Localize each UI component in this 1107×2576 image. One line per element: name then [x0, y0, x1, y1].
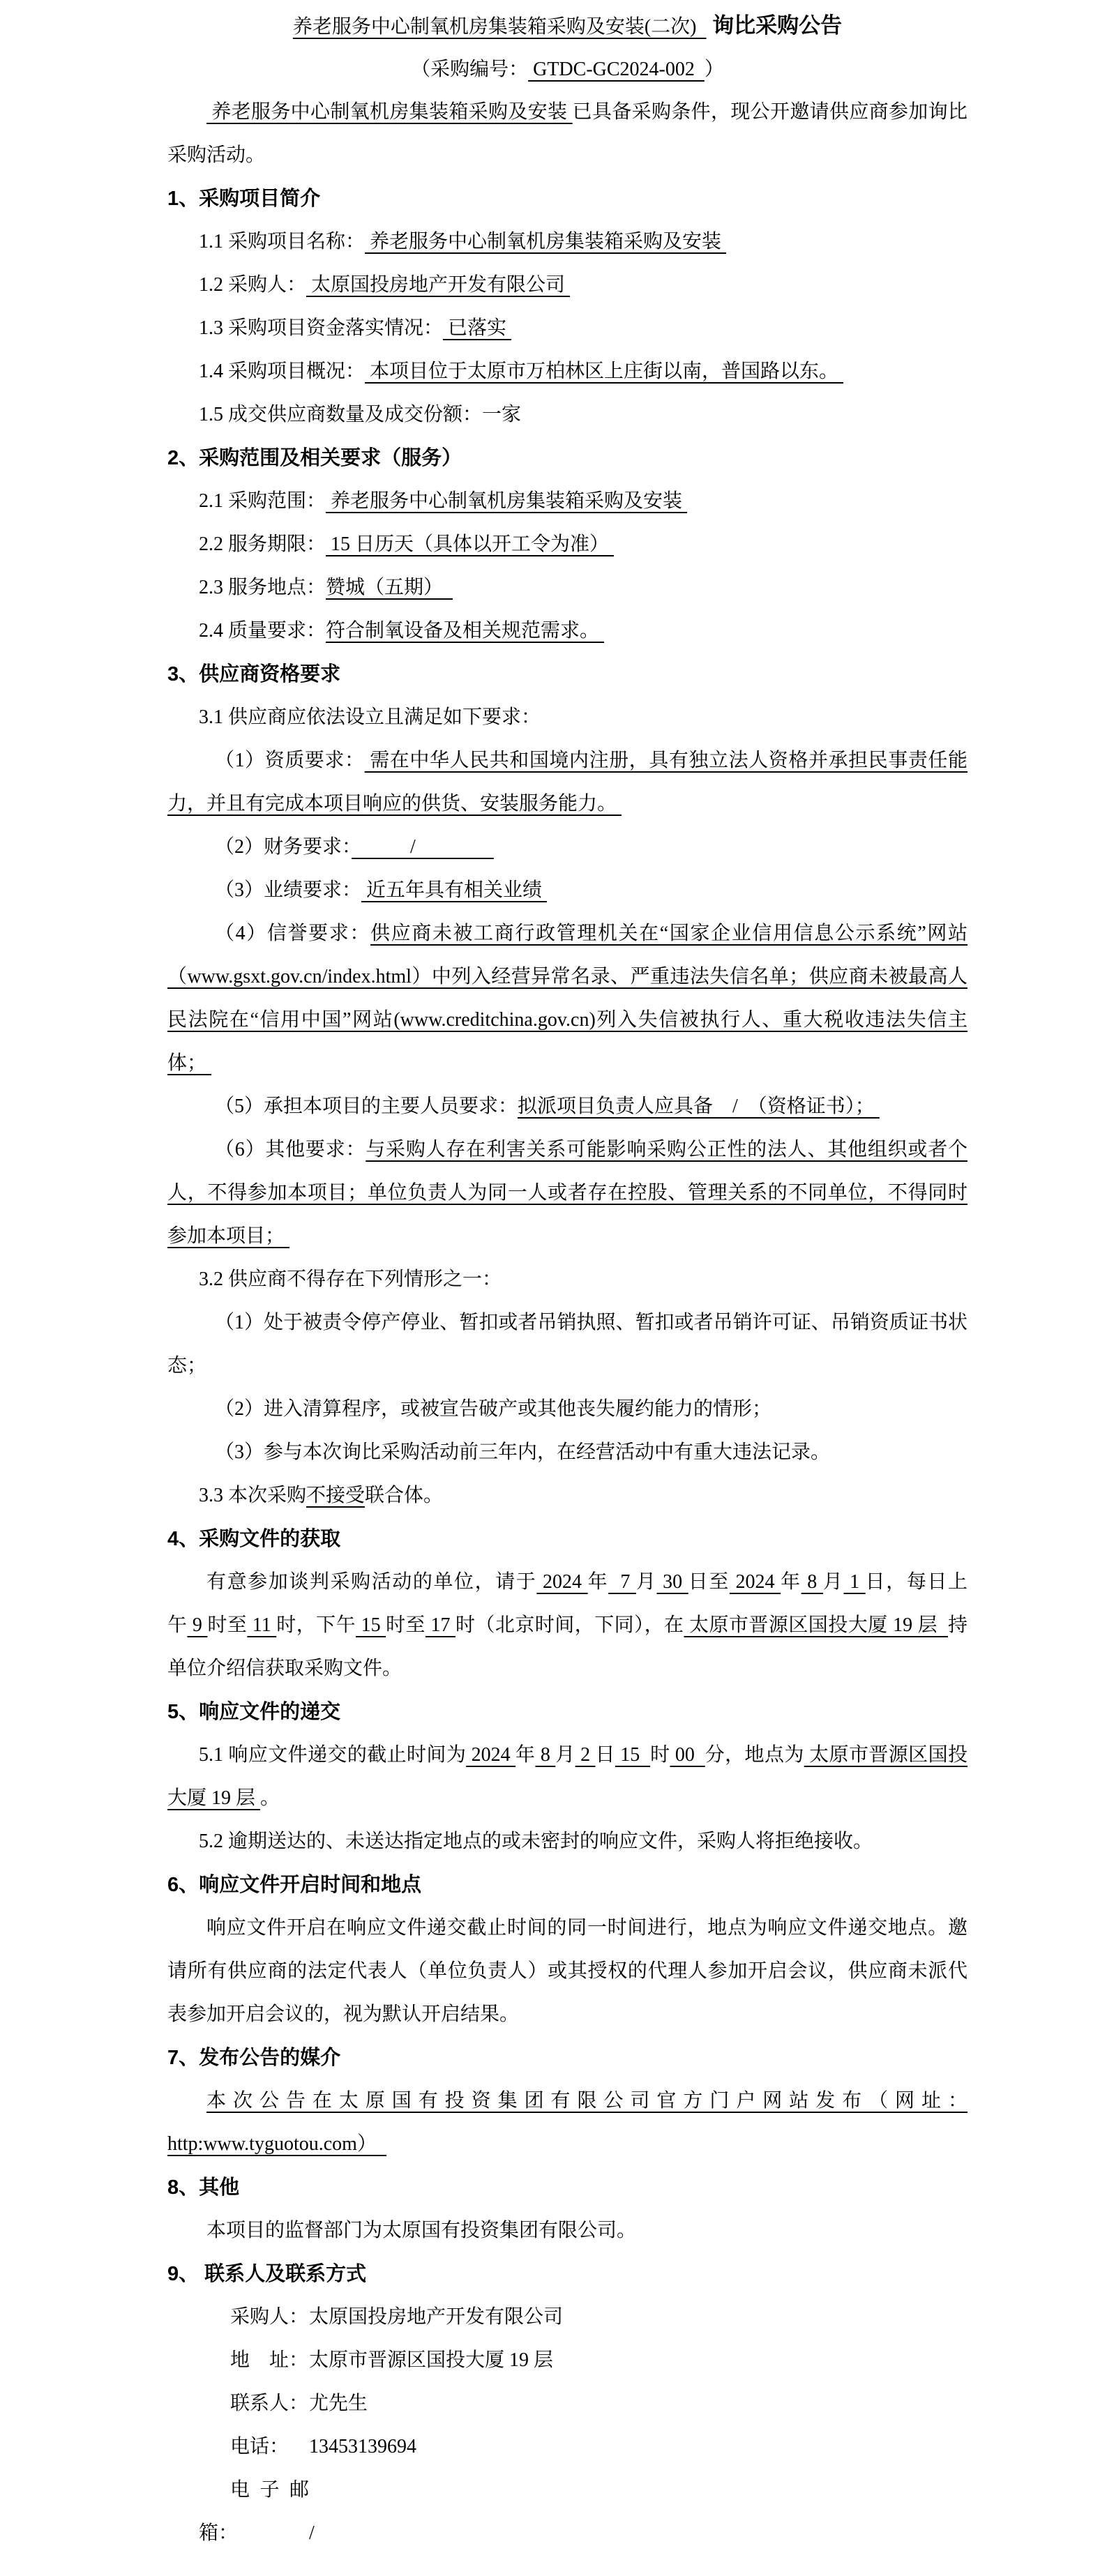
contact-value: 太原国投房地产开发有限公司 — [309, 2306, 564, 2328]
text-run: 已具备采购条件，现公开邀请供应商参加询比采购活动。 — [167, 101, 967, 166]
text-run: 有意参加谈判采购活动的单位，请于 — [206, 1571, 537, 1593]
text-run: （6）其他要求： — [215, 1139, 366, 1160]
document-title — [167, 7, 967, 46]
text-run: 2、采购范围及相关要求（服务） — [167, 447, 462, 469]
underlined-text: 8 — [801, 1571, 823, 1593]
contact-row — [167, 2296, 967, 2339]
contact-value: 尤先生 — [309, 2393, 368, 2414]
underlined-text: 太原国投房地产开发有限公司 — [306, 274, 571, 296]
section-heading — [167, 437, 967, 480]
list-item — [167, 566, 967, 609]
list-item — [167, 1734, 967, 1820]
text-run: （3）业绩要求： — [215, 879, 362, 901]
text-run: 4、采购文件的获取 — [167, 1528, 341, 1550]
paragraph — [167, 2209, 967, 2252]
text-run: 1.3 采购项目资金落实情况： — [199, 317, 444, 339]
underlined-text: 7 — [608, 1571, 636, 1593]
text-run: 时 — [650, 1744, 670, 1766]
underlined-text: 1 — [843, 1571, 866, 1593]
text-run: （2）财务要求： — [215, 836, 352, 858]
text-run: 。 — [260, 1787, 280, 1809]
underlined-text: / — [352, 836, 494, 858]
section-heading — [167, 653, 967, 696]
section-heading — [167, 2036, 967, 2079]
text-run: （3）参与本次询比采购活动前三年内，在经营活动中有重大违法记录。 — [215, 1441, 831, 1463]
text-run: 3、供应商资格要求 — [167, 663, 341, 685]
sub-list-item — [167, 1085, 967, 1128]
underlined-text: 赞城（五期） — [326, 577, 453, 598]
underlined-text: 已落实 — [443, 317, 512, 339]
list-item — [167, 220, 967, 264]
sub-list-item — [167, 1301, 967, 1388]
text-run: 日 — [595, 1744, 615, 1766]
text-run: 月 — [635, 1571, 657, 1593]
underlined-text: 不接受 — [306, 1485, 366, 1506]
underlined-text: 00 — [670, 1744, 705, 1766]
contact-value: / — [309, 2522, 315, 2544]
paragraph — [167, 91, 967, 177]
list-item — [167, 350, 967, 393]
contact-row — [167, 2382, 967, 2425]
underlined-text: 9 — [187, 1614, 208, 1636]
contact-value: 太原市晋源区国投大厦 19 层 — [309, 2349, 554, 2371]
text-run: 持单位介绍信获取采购文件。 — [167, 1614, 967, 1679]
text-run: 1.5 成交供应商数量及成交份额：一家 — [199, 404, 522, 425]
text-run: （1）资质要求： — [215, 750, 365, 771]
underlined-text: 本次公告在太原国有投资集团有限公司官方门户网站发布（网址：http:www.tyguotou.com） — [167, 2090, 967, 2155]
underlined-text: 2024 — [536, 1571, 588, 1593]
list-item — [167, 393, 967, 437]
paragraph — [167, 1907, 967, 2036]
text-run: （2）进入清算程序，或被宣告破产或其他丧失履约能力的情形； — [215, 1398, 772, 1420]
underlined-text: 8 — [535, 1744, 556, 1766]
sub-list-item — [167, 1128, 967, 1258]
underlined-text: 17 — [426, 1614, 455, 1636]
text-run: 1.1 采购项目名称： — [199, 231, 366, 252]
text-run: 2.4 质量要求： — [199, 620, 326, 642]
text-run: 时，下午 — [276, 1614, 356, 1636]
text-run: 年 — [515, 1744, 536, 1766]
sub-list-item — [167, 1388, 967, 1431]
text-run: 3.2 供应商不得存在下列情形之一： — [199, 1268, 502, 1290]
contact-label: 地 址： — [230, 2349, 309, 2371]
text-run: 1、采购项目简介 — [167, 188, 321, 210]
underlined-text: 本项目位于太原市万柏林区上庄街以南，普国路以东。 — [365, 361, 844, 382]
underlined-text: 30 — [656, 1571, 688, 1593]
section-heading — [167, 177, 967, 220]
list-item — [167, 264, 967, 307]
sub-list-item — [167, 1431, 967, 1474]
text-run: 响应文件开启在响应文件递交截止时间的同一时间进行，地点为响应文件递交地点。邀请所有供应商的法定代表人（单位负责人）或其授权的代理人参加开启会议，供应商未派代表参加开启会议的，视为默认开启结果。 — [167, 1917, 967, 2025]
underlined-text: GTDC-GC2024-002 — [528, 59, 705, 80]
text-run: 日至 — [688, 1571, 730, 1593]
underlined-text: 供应商未被工商行政管理机关在“国家企业信用信息公示系统”网站（www.gsxt.gov.cn/index.html）中列入经营异常名录、严重违法失信名单；供应商未被最高人民法院在“信用中国”网站(www.creditchina.gov.cn)列入失信被执行人、重大税收违法失信主体； — [167, 923, 967, 1074]
text-run: （采购编号： — [411, 59, 529, 80]
text-run: 2.2 服务期限： — [199, 533, 326, 555]
text-run: 时（北京时间，下同），在 — [455, 1614, 684, 1636]
text-run: 9、 联系人及联系方式 — [167, 2263, 367, 2285]
section-heading — [167, 2252, 967, 2296]
list-item — [167, 1258, 967, 1301]
underlined-text: 15 — [615, 1744, 651, 1766]
underlined-text: 太原市晋源区国投大厦 19 层 — [684, 1614, 948, 1636]
text-run: 5.1 响应文件递交的截止时间为 — [199, 1744, 467, 1766]
text-run: 年 — [781, 1571, 801, 1593]
underlined-text: 15 日历天（具体以开工令为准） — [326, 533, 615, 555]
underlined-text: 与采购人存在利害关系可能影响采购公正性的法人、其他组织或者个人，不得参加本项目；单位负责人为同一人或者存在控股、管理关系的不同单位，不得同时参加本项目； — [167, 1139, 967, 1247]
contact-label: 联系人： — [230, 2393, 309, 2414]
underlined-text: 需在中华人民共和国境内注册，具有独立法人资格并承担民事责任能力，并且有完成本项目响应的供货、安装服务能力。 — [167, 750, 967, 815]
text-run: 月 — [555, 1744, 575, 1766]
text-run: （1）处于被责令停产停业、暂扣或者吊销执照、暂扣或者吊销许可证、吊销资质证书状态； — [167, 1312, 967, 1377]
section-heading — [167, 1863, 967, 1907]
list-item — [167, 609, 967, 653]
contact-label: 电子邮箱： — [199, 2479, 309, 2544]
text-run: 2.1 采购范围： — [199, 490, 326, 512]
text-run: 8、其他 — [167, 2176, 240, 2199]
list-item — [167, 696, 967, 739]
text-run: 本项目的监督部门为太原国有投资集团有限公司。 — [206, 2220, 637, 2241]
text-run: 1.2 采购人： — [199, 274, 307, 296]
document-subtitle — [167, 50, 967, 89]
underlined-text: 2024 — [729, 1571, 781, 1593]
text-run: 5、响应文件的递交 — [167, 1701, 341, 1723]
paragraph — [167, 2079, 967, 2166]
list-item — [167, 480, 967, 523]
text-run: 分，地点为 — [705, 1744, 804, 1766]
text-run: 日，每日上午 — [167, 1571, 968, 1636]
text-run: （5）承担本项目的主要人员要求： — [215, 1096, 518, 1117]
section-heading — [167, 2166, 967, 2209]
contact-label: 电话： — [230, 2436, 289, 2457]
list-item — [167, 1820, 967, 1863]
contact-row — [167, 2425, 967, 2469]
contact-label: 采购人： — [230, 2306, 309, 2328]
list-item — [167, 307, 967, 350]
text-run: 月 — [822, 1571, 844, 1593]
underlined-text: 养老服务中心制氧机房集装箱采购及安装(二次) — [292, 16, 707, 38]
text-run: 3.1 供应商应依法设立且满足如下要求： — [199, 706, 541, 728]
underlined-text: 太原市晋源区国投大厦 19 层 — [167, 1744, 967, 1809]
underlined-text: 养老服务中心制氧机房集装箱采购及安装 — [326, 490, 688, 512]
text-run: 7、发布公告的媒介 — [167, 2047, 341, 2069]
underlined-text: 养老服务中心制氧机房集装箱采购及安装 — [365, 231, 727, 252]
sub-list-item — [167, 869, 967, 912]
underlined-text: 2024 — [466, 1744, 516, 1766]
section-heading — [167, 1690, 967, 1734]
text-run: 1.4 采购项目概况： — [199, 361, 366, 382]
underlined-text: 11 — [247, 1614, 277, 1636]
contact-row — [167, 2469, 967, 2555]
section-heading — [167, 1517, 967, 1561]
text-run: （4）信誉要求： — [215, 923, 371, 944]
text-run: 年 — [587, 1571, 609, 1593]
text-run: 2.3 服务地点： — [199, 577, 326, 598]
sub-list-item — [167, 739, 967, 826]
sub-list-item — [167, 912, 967, 1085]
underlined-text: 符合制氧设备及相关规范需求。 — [326, 620, 605, 642]
paragraph — [167, 1561, 967, 1690]
list-item — [167, 1474, 967, 1517]
contact-row — [167, 2339, 967, 2382]
text-run: 时至 — [386, 1614, 426, 1636]
text-run: ） — [704, 59, 724, 80]
sub-list-item — [167, 826, 967, 869]
underlined-text: 养老服务中心制氧机房集装箱采购及安装 — [206, 101, 573, 123]
underlined-text: 拟派项目负责人应具备 / （资格证书）； — [518, 1096, 880, 1117]
underlined-text: 近五年具有相关业绩 — [361, 879, 548, 901]
text-run: 6、响应文件开启时间和地点 — [167, 1874, 422, 1896]
text-run: 时至 — [207, 1614, 248, 1636]
underlined-text: 2 — [575, 1744, 596, 1766]
contact-value: 13453139694 — [309, 2436, 416, 2457]
text-run: 5.2 逾期送达的、未送达指定地点的或未密封的响应文件，采购人将拒绝接收。 — [199, 1831, 873, 1852]
text-run: 3.3 本次采购 — [199, 1485, 307, 1506]
text-run: 联合体。 — [365, 1485, 444, 1506]
underlined-text: 15 — [356, 1614, 386, 1636]
list-item — [167, 523, 967, 566]
text-run: 询比采购公告 — [706, 13, 843, 38]
